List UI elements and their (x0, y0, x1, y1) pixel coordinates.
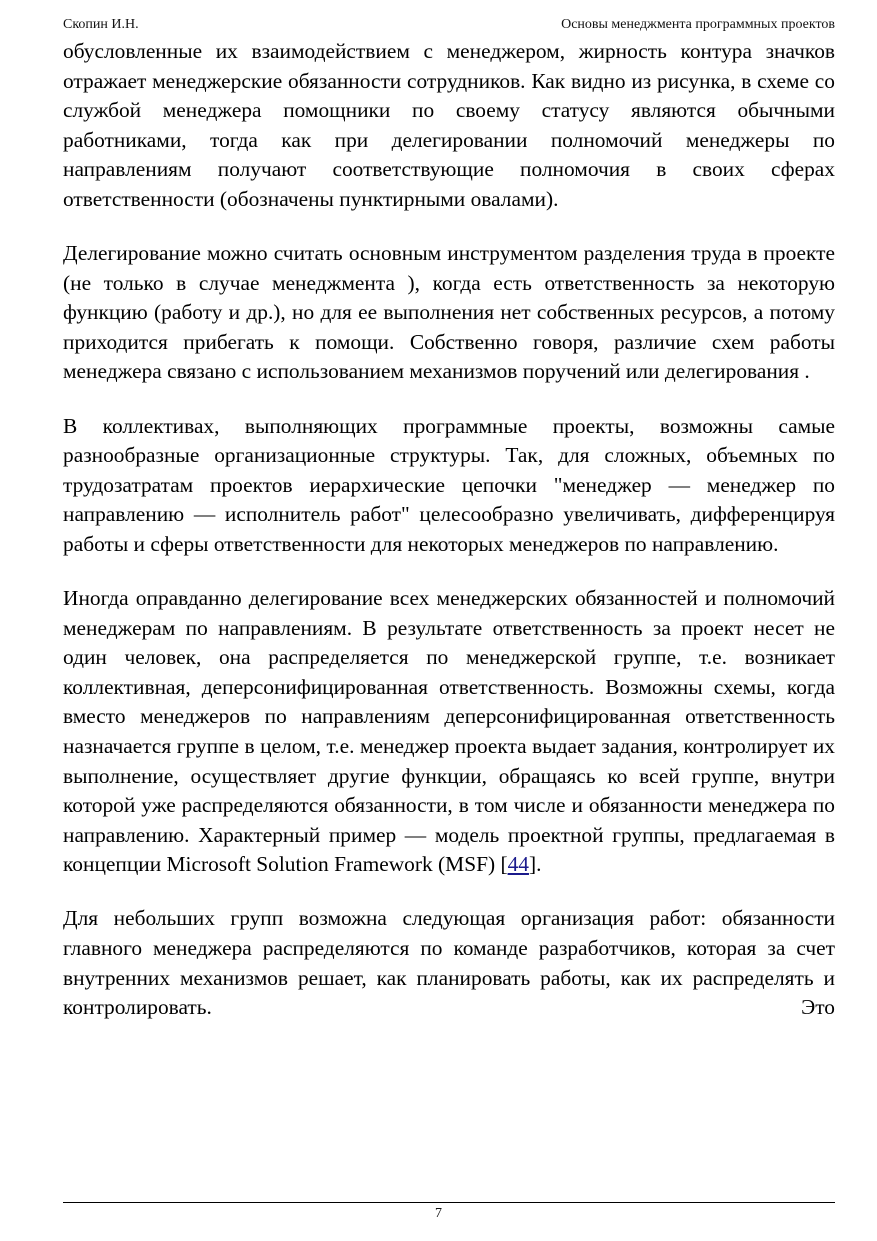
paragraph-4-text: Иногда оправданно делегирование всех менеджерских обязанностей и полномочий менеджерам по направлениям. В результате ответственность за проект несет не один человек, она распределяется по менеджерской группе, т.е. возникает коллективная, деперсонифицированная ответственность. Возможны схемы, когда вместо менеджеров по направлениям деперсонифицированная ответственность назначается группе в целом, т.е. менеджер проекта выдает задания, контролирует их выполнение, осуществляет другие функции, обращаясь ко всей группе, внутри которой уже распределяются обязанности, в том числе и обязанности менеджера по направлению. Характерный пример — модель проектной группы, предлагаемая в концепции Microsoft Solution Framework (MSF) [ (63, 586, 835, 877)
header-title: Основы менеджмента программных проектов (561, 17, 835, 32)
paragraph-5: Для небольших групп возможна следующая организация работ: обязанности главного менеджера распределяются по команде разработчиков, которая за счет внутренних механизмов решает, как планировать работы, как их распределять и контролировать. Это (63, 906, 835, 1020)
header-author: Скопин И.Н. (63, 17, 139, 32)
reference-link[interactable]: 44 (507, 852, 529, 877)
paragraph-4 (63, 584, 835, 880)
paragraph-2: Делегирование можно считать основным инструментом разделения труда в проекте (не только в случае менеджмента ), когда есть ответственность за некоторую функцию (работу и др.), но для ее выполнения нет собственных ресурсов, а потому приходится прибегать к помощи. Собственно говоря, различие схем работы менеджера связано с использованием механизмов поручений или делегирования . (63, 241, 835, 384)
paragraph-1: обусловленные их взаимодействием с менеджером, жирность контура значков отражает менеджерские обязанности сотрудников. Как видно из рисунка, в схеме со службой менеджера помощники по своему статусу являются обычными работниками, тогда как при делегировании полномочий менеджеры по направлениям получают соответствующие полномочия в своих сферах ответственности (обозначены пунктирными овалами). (63, 39, 835, 211)
paragraph-3: В коллективах, выполняющих программные проекты, возможны самые разнообразные организационные структуры. Так, для сложных, объемных по трудозатратам проектов иерархические цепочки "менеджер — менеджер по направлению — исполнитель работ" целесообразно увеличивать, дифференцируя работы и сферы ответственности для некоторых менеджеров по направлению. (63, 413, 835, 556)
page-number: 7 (435, 1206, 442, 1221)
body-text (63, 37, 835, 1023)
footer-divider (63, 1202, 835, 1203)
reference-closing: ]. (528, 852, 542, 877)
running-header (63, 15, 835, 35)
